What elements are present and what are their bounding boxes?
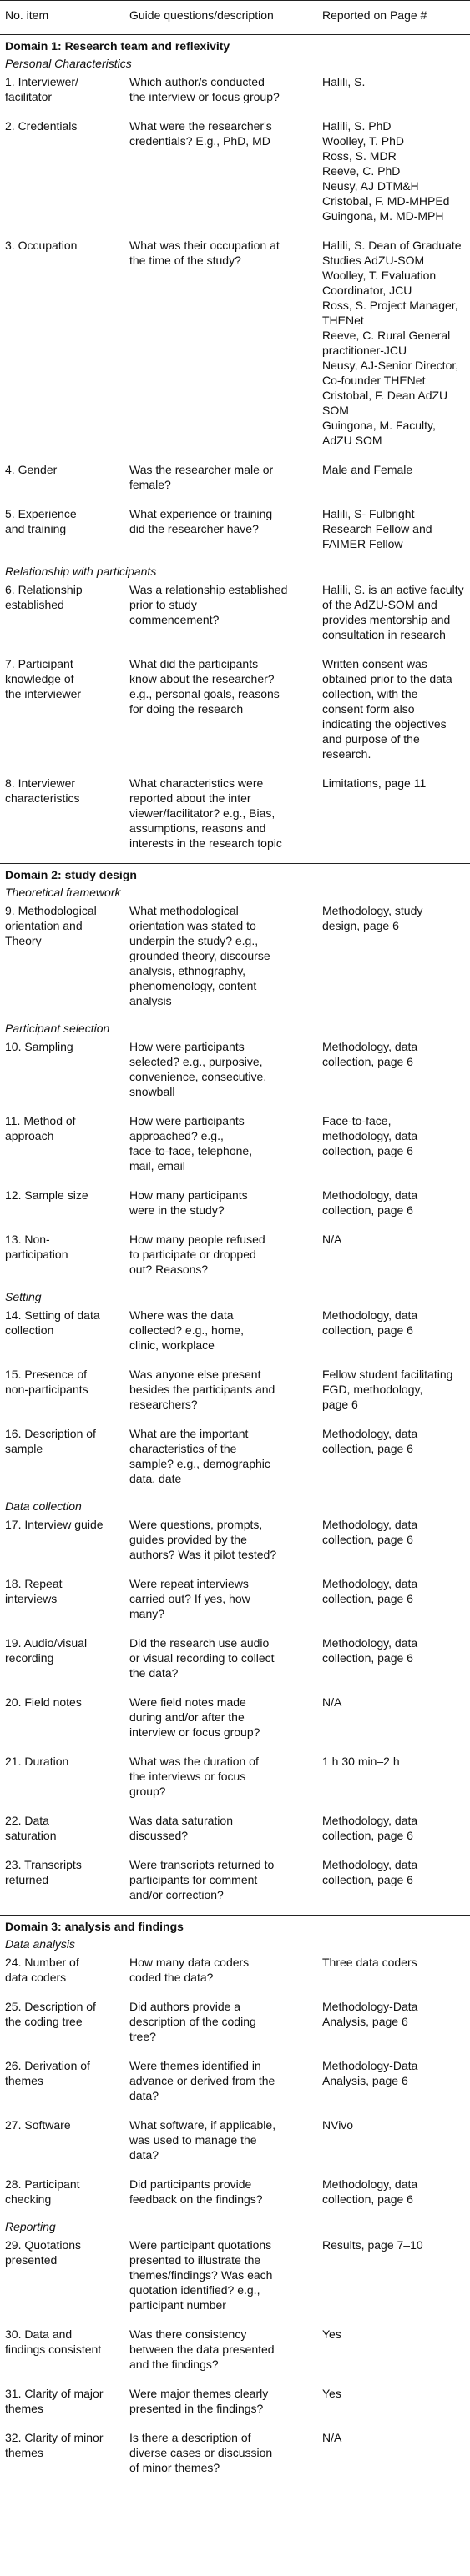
cell-item: 31. Clarity of major themes — [5, 2387, 104, 2415]
subsection-heading-row — [0, 1021, 470, 1037]
subsection-heading-row — [0, 2219, 470, 2236]
cell-item: 8. Interviewer characteristics — [5, 776, 80, 805]
cell-reported-page: Methodology, data collection, page 6 — [322, 1814, 418, 1842]
table-row — [0, 1112, 470, 1186]
table-row — [0, 2116, 470, 2175]
table-header-row — [0, 1, 470, 35]
subsection-heading: Data collection — [5, 1499, 82, 1513]
table-row — [0, 2325, 470, 2384]
subsection-heading: Data analysis — [5, 1937, 76, 1951]
cell-item: 20. Field notes — [5, 1695, 82, 1709]
cell-reported-page: Methodology-Data Analysis, page 6 — [322, 2000, 418, 2028]
table-row — [0, 1811, 470, 1855]
cell-reported-page: Yes — [322, 2327, 341, 2341]
cell-reported-page: Fellow student facilitating FGD, methodology, page 6 — [322, 1368, 453, 1411]
table-row — [0, 1230, 470, 1289]
cell-reported-page: Methodology, data collection, page 6 — [322, 1427, 418, 1455]
cell-item: 22. Data saturation — [5, 1814, 57, 1842]
cell-reported-page: Yes — [322, 2387, 341, 2400]
cell-reported-page: Three data coders — [322, 1956, 417, 1969]
cell-reported-page: Methodology, data collection, page 6 — [322, 1188, 418, 1217]
table-row — [0, 2384, 470, 2428]
table-row — [0, 236, 470, 460]
cell-guide-question: How were participants approached? e.g., face-to-face, telephone, mail, email — [129, 1114, 253, 1173]
cell-item: 2. Credentials — [5, 119, 78, 133]
table-row — [0, 117, 470, 236]
cell-guide-question: What experience or training did the researcher have? — [129, 507, 273, 535]
cell-reported-page: Methodology, data collection, page 6 — [322, 2177, 418, 2206]
cell-guide-question: Did the research use audio or visual recording to collect the data? — [129, 1636, 275, 1680]
table-row — [0, 1515, 470, 1574]
subsection-heading: Theoretical framework — [5, 886, 121, 899]
cell-guide-question: Was there consistency between the data presented and the findings? — [129, 2327, 275, 2371]
cell-item: 18. Repeat interviews — [5, 1577, 63, 1605]
cell-guide-question: Which author/s conducted the interview or focus group? — [129, 75, 280, 103]
table-row — [0, 2175, 470, 2219]
cell-guide-question: Where was the data collected? e.g., home, clinic, workplace — [129, 1308, 244, 1352]
table-row — [0, 1693, 470, 1752]
cell-reported-page: Methodology-Data Analysis, page 6 — [322, 2059, 418, 2087]
subsection-heading-row — [0, 1499, 470, 1515]
cell-reported-page: Methodology, data collection, page 6 — [322, 1518, 418, 1546]
cell-guide-question: Did participants provide feedback on the findings? — [129, 2177, 263, 2206]
cell-guide-question: Were repeat interviews carried out? If yes, how many? — [129, 1577, 250, 1620]
cell-reported-page: Methodology, data collection, page 6 — [322, 1040, 418, 1068]
table-row — [0, 1186, 470, 1230]
cell-guide-question: Were participant quotations presented to illustrate the themes/findings? Was each quotation identified? e.g., participant number — [129, 2238, 273, 2312]
domain-heading: Domain 3: analysis and findings — [0, 1916, 470, 1937]
cell-reported-page: Methodology, data collection, page 6 — [322, 1858, 418, 1886]
cell-guide-question: What methodological orientation was stated to underpin the study? e.g., grounded theory, discourse analysis, ethnography, phenomenology, content analysis — [129, 904, 270, 1007]
cell-reported-page: NVivo — [322, 2118, 354, 2132]
cell-item: 23. Transcripts returned — [5, 1858, 82, 1886]
table-row — [0, 774, 470, 864]
cell-item: 29. Quotations presented — [5, 2238, 82, 2267]
subsection-heading: Participant selection — [5, 1022, 110, 1035]
cell-guide-question: What are the important characteristics of the sample? e.g., demographic data, date — [129, 1427, 270, 1485]
cell-guide-question: What was their occupation at the time of the study? — [129, 239, 280, 267]
subsection-heading-row — [0, 885, 470, 901]
cell-reported-page: Limitations, page 11 — [322, 776, 427, 790]
cell-guide-question: How many participants were in the study? — [129, 1188, 248, 1217]
table-row — [0, 460, 470, 505]
cell-item: 9. Methodological orientation and Theory — [5, 904, 97, 947]
cell-guide-question: Was a relationship established prior to study commencement? — [129, 583, 288, 626]
table-row — [0, 1855, 470, 1916]
cell-item: 27. Software — [5, 2118, 71, 2132]
table-row — [0, 1037, 470, 1112]
domain-heading: Domain 2: study design — [0, 864, 470, 886]
table-row — [0, 2056, 470, 2116]
cell-reported-page: Methodology, data collection, page 6 — [322, 1577, 418, 1605]
cell-item: 30. Data and findings consistent — [5, 2327, 102, 2356]
table-row — [0, 1306, 470, 1365]
cell-item: 19. Audio/visual recording — [5, 1636, 88, 1665]
cell-guide-question: Were field notes made during and/or after the interview or focus group? — [129, 1695, 260, 1739]
domain-heading-row — [0, 864, 470, 886]
cell-item: 14. Setting of data collection — [5, 1308, 100, 1337]
cell-item: 1. Interviewer/ facilitator — [5, 75, 78, 103]
cell-item: 17. Interview guide — [5, 1518, 104, 1531]
subsection-heading-row — [0, 564, 470, 580]
table-row — [0, 655, 470, 774]
cell-guide-question: How were participants selected? e.g., purposive, convenience, consecutive, snowball — [129, 1040, 267, 1098]
cell-item: 21. Duration — [5, 1755, 69, 1768]
table-row — [0, 1365, 470, 1424]
cell-item: 4. Gender — [5, 463, 58, 476]
subsection-heading-row — [0, 1936, 470, 1953]
cell-guide-question: Were major themes clearly presented in the findings? — [129, 2387, 269, 2415]
cell-reported-page: Methodology, data collection, page 6 — [322, 1636, 418, 1665]
cell-reported-page: N/A — [322, 1695, 342, 1709]
cell-guide-question: Were transcripts returned to participants for comment and/or correction? — [129, 1858, 275, 1901]
domain-heading-row — [0, 35, 470, 57]
cell-guide-question: Is there a description of diverse cases or discussion of minor themes? — [124, 2428, 317, 2488]
cell-item: 6. Relationship established — [5, 583, 83, 611]
cell-item: 16. Description of sample — [5, 1427, 96, 1455]
cell-guide-question: Were questions, prompts, guides provided by the authors? Was it pilot tested? — [129, 1518, 277, 1561]
table-row — [0, 580, 470, 655]
domain-heading: Domain 1: Research team and reflexivity — [0, 35, 470, 57]
cell-guide-question: Was data saturation discussed? — [129, 1814, 233, 1842]
header-guide-questions: Guide questions/description — [124, 1, 317, 35]
cell-guide-question: What characteristics were reported about the inter viewer/facilitator? e.g., Bias, assumptions, reasons and interests in the research topic — [129, 776, 282, 850]
cell-guide-question: How many people refused to participate or dropped out? Reasons? — [129, 1233, 265, 1276]
cell-guide-question: What did the participants know about the researcher? e.g., personal goals, reasons for doing the research — [129, 657, 280, 716]
header-reported-on-page: Reported on Page # — [317, 1, 470, 35]
cell-item: 15. Presence of non-participants — [5, 1368, 88, 1396]
table-row — [0, 2428, 470, 2488]
cell-item: 26. Derivation of themes — [5, 2059, 90, 2087]
cell-reported-page: Methodology, data collection, page 6 — [322, 1308, 418, 1337]
cell-guide-question: What was the duration of the interviews or focus group? — [129, 1755, 259, 1798]
table-row — [0, 1997, 470, 2056]
cell-guide-question: Was anyone else present besides the participants and researchers? — [129, 1368, 275, 1411]
cell-reported-page: Halili, S. is an active faculty of the AdZU-SOM and provides mentorship and consultation in research — [322, 583, 464, 641]
cell-reported-page: Halili, S. Dean of Graduate Studies AdZU-SOM Woolley, T. Evaluation Coordinator, JCU Ross, S. Project Manager, THENet Reeve, C. Rural General practitioner-JCU Neusy, AJ-Senior Director, Co-founder THENet Cristobal, F. Dean AdZU SOM Guingona, M. Faculty, AdZU SOM — [322, 239, 462, 447]
cell-reported-page: Results, page 7–10 — [322, 2238, 423, 2252]
table-body — [0, 35, 470, 2488]
table-row — [0, 505, 470, 564]
cell-guide-question: Did authors provide a description of the coding tree? — [129, 2000, 256, 2043]
cell-guide-question: Was the researcher male or female? — [129, 463, 274, 491]
cell-reported-page: N/A — [322, 1233, 342, 1246]
cell-item: 13. Non- participation — [5, 1233, 68, 1261]
cell-item: 25. Description of the coding tree — [5, 2000, 96, 2028]
subsection-heading: Setting — [5, 1290, 42, 1303]
cell-guide-question: What were the researcher's credentials? E.g., PhD, MD — [129, 119, 272, 148]
subsection-heading: Relationship with participants — [5, 565, 157, 578]
cell-reported-page: Halili, S. PhD Woolley, T. PhD Ross, S. MDR Reeve, C. PhD Neusy, AJ DTM&H Cristobal, F. MD-MHPEd Guingona, M. MD-MPH — [322, 119, 450, 223]
cell-item: 11. Method of approach — [5, 1114, 76, 1142]
subsection-heading-row — [0, 1289, 470, 1306]
cell-reported-page: Methodology, study design, page 6 — [322, 904, 423, 932]
cell-item: 32. Clarity of minor themes — [0, 2428, 124, 2488]
table-row — [0, 901, 470, 1021]
subsection-heading: Reporting — [5, 2220, 56, 2233]
header-no-item: No. item — [0, 1, 124, 35]
table-row — [0, 73, 470, 117]
cell-item: 3. Occupation — [5, 239, 78, 252]
cell-guide-question: Were themes identified in advance or derived from the data? — [129, 2059, 275, 2102]
table-row — [0, 2236, 470, 2325]
cell-guide-question: How many data coders coded the data? — [129, 1956, 250, 1984]
table-row — [0, 1953, 470, 1997]
cell-guide-question: What software, if applicable, was used to manage the data? — [129, 2118, 276, 2162]
subsection-heading: Personal Characteristics — [5, 57, 132, 70]
domain-heading-row — [0, 1916, 470, 1937]
cell-item: 7. Participant knowledge of the interviewer — [5, 657, 82, 700]
table-row — [0, 1574, 470, 1634]
cell-reported-page: Written consent was obtained prior to the data collection, with the consent form also indicating the objectives and purpose of the research. — [322, 657, 452, 761]
cell-reported-page: N/A — [317, 2428, 470, 2488]
table-row — [0, 1424, 470, 1499]
cell-reported-page: 1 h 30 min–2 h — [322, 1755, 400, 1768]
cell-reported-page: Halili, S- Fulbright Research Fellow and FAIMER Fellow — [322, 507, 432, 550]
cell-item: 10. Sampling — [5, 1040, 73, 1053]
cell-reported-page: Halili, S. — [322, 75, 366, 88]
table-row — [0, 1634, 470, 1693]
cell-reported-page: Male and Female — [322, 463, 413, 476]
cell-item: 24. Number of data coders — [5, 1956, 79, 1984]
cell-reported-page: Face-to-face, methodology, data collection, page 6 — [322, 1114, 418, 1157]
cell-item: 28. Participant checking — [5, 2177, 80, 2206]
cell-item: 5. Experience and training — [5, 507, 77, 535]
subsection-heading-row — [0, 56, 470, 73]
cell-item: 12. Sample size — [5, 1188, 88, 1202]
table-row — [0, 1752, 470, 1811]
